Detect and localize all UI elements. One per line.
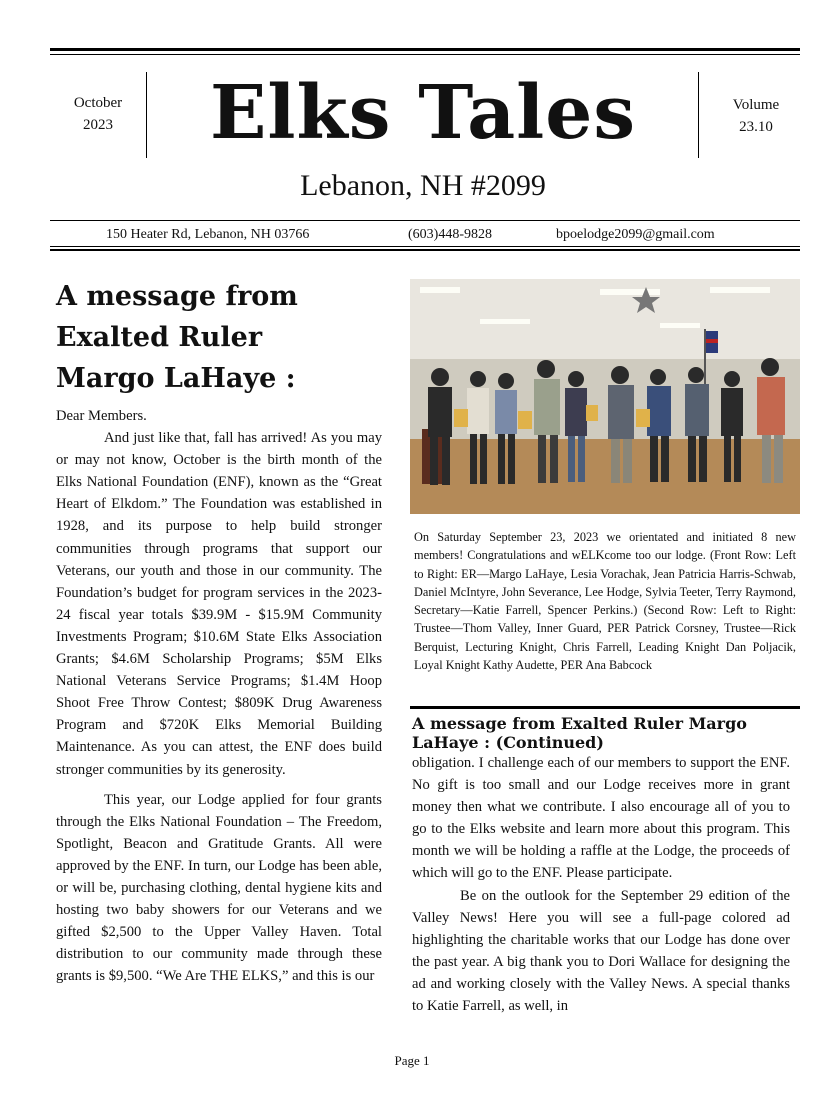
continued-paragraph: Be on the outlook for the September 29 edition of the Valley News! Here you will see a full-page colored ad highlighting the charitable works that our Lodge has done over the past year. A big thank you to Dori Wallace for designing the ad and working closely with the Valley News. A special thanks to Katie Farrell, as well, in xyxy=(412,887,790,1015)
masthead-divider-right xyxy=(698,72,699,158)
article-body xyxy=(56,405,382,987)
headline-line-1: A message from xyxy=(56,281,298,312)
volume-label: Volume xyxy=(732,97,780,113)
masthead-divider-left xyxy=(146,72,147,158)
article-paragraph: And just like that, fall has arrived! As you may or may not know, October is the birth month of the Elks National Foundation (ENF), known as the “Great Heart of Elkdom.” The Foundation was established in 1928, and its purpose to help build stronger communities through programs that support our Veterans, our youth and those in our community. The Foundation’s budget for program services in the 2023-24 fiscal year totals $39.9M - $15.9M Community Investments Program; $10.6M State Elks Association Grants; $4.6M Scholarship Programs; $5M Elks National Veterans Service Programs; $1.4M Hoop Shoot Free Throw Contest; $809K Drug Awareness Program and $720K Elks Memorial Building Maintenance. As you can attest, the ENF does build stronger communities by its generosity. xyxy=(56,430,382,778)
continued-article-body xyxy=(412,752,790,1017)
group-photo xyxy=(410,279,800,514)
masthead-top-rule-thick xyxy=(50,48,800,51)
contact-bottom-rule-thin xyxy=(50,246,800,247)
lodge-name: Lebanon, NH #2099 xyxy=(300,169,546,202)
lodge-phone: (603)448-9828 xyxy=(408,227,492,242)
newsletter-title: Elks Tales xyxy=(210,70,636,156)
continued-paragraph: obligation. I challenge each of our members to support the ENF. No gift is too small and our Lodge receives more in grant money then what we contribute. I also encourage all of you to go to the Elks website and learn more about this program. This month we will be holding a raffle at the Lodge, the proceeds of which will go to the ENF. Please participate. xyxy=(412,755,790,882)
issue-volume xyxy=(704,94,808,138)
contact-bottom-rule-thick xyxy=(50,249,800,251)
contact-top-rule xyxy=(50,220,800,221)
issue-date xyxy=(56,92,140,136)
article-salutation: Dear Members. xyxy=(56,408,147,424)
group-photo-illustration xyxy=(410,279,800,514)
lodge-email: bpoelodge2099@gmail.com xyxy=(556,227,715,242)
volume-number: 23.10 xyxy=(739,119,773,135)
issue-month: October xyxy=(73,95,123,111)
issue-year: 2023 xyxy=(83,117,113,133)
headline-line-3: Margo LaHaye : xyxy=(56,363,296,394)
continued-heading: A message from Exalted Ruler Margo LaHaye : (Continued) xyxy=(412,714,747,752)
masthead-top-rule-thin xyxy=(50,54,800,55)
lodge-address: 150 Heater Rd, Lebanon, NH 03766 xyxy=(106,227,310,242)
photo-caption: On Saturday September 23, 2023 we orientated and initiated 8 new members! Congratulations and wELKcome too our lodge. (Front Row: Left to Right: ER—Margo LaHaye, Lesia Vorachak, Jean Patricia Harris-Schwab, Daniel McIntyre, John Severance, Lee Hodge, Sylvia Teeter, Terry Raymond, Secretary—Katie Farrell, Spencer Perkins.) (Second Row: Left to Right: Trustee—Thom Valley, Inner Guard, PER Patrick Corsney, Trustee—Rick Berquist, Lecturing Knight, Chris Farrell, Leading Knight Dan Poljacik, Loyal Knight Kathy Audette, PER Ana Babcock xyxy=(414,530,796,673)
lead-article xyxy=(56,276,382,987)
article-headline xyxy=(56,276,382,399)
page-number: Page 1 xyxy=(394,1053,430,1068)
continued-section-rule xyxy=(410,706,800,709)
article-paragraph: This year, our Lodge applied for four grants through the Elks National Foundation – The Freedom, Spotlight, Beacon and Gratitude Grants. All were approved by the ENF. In turn, our Lodge has been able, or will be, purchasing clothing, dental hygiene kits and hosting two baby showers for our Veterans and we gifted $2,500 to the Upper Valley Haven. Total distribution to our community made through these grants is $9,500. “We Are THE ELKS,” and this is our xyxy=(56,791,382,985)
headline-line-2: Exalted Ruler xyxy=(56,322,263,353)
